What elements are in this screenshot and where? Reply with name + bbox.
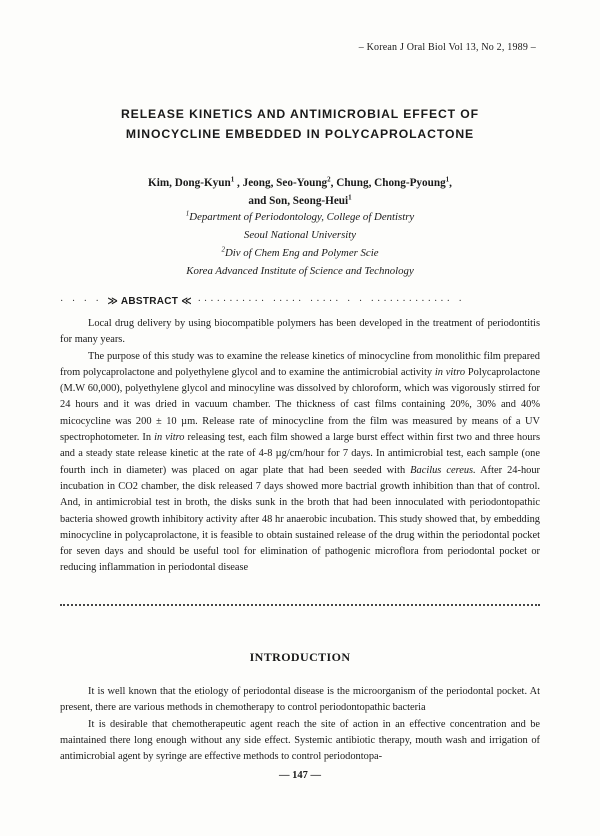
running-head: – Korean J Oral Biol Vol 13, No 2, 1989 – [358,42,536,53]
abstract-text: releasing test, each film showed a large burst effect within first two and three hours and a steady state release kinetic at the rate of 4-8 µg/cm/hour for 7 days. In antimicrobial test, each sample (one fourth inch in diameter) was placed on agar plate that had been seeded with [60,432,540,476]
affiliation-marker: 1 [185,209,190,218]
abstract-bottom-rule [60,604,540,608]
abstract-body [60,316,540,577]
author-name: Kim, Dong-Kyun [148,177,231,189]
abstract-italic: in vitro [434,366,466,378]
author-line-1: Kim, Dong-Kyun$^1$ , Jeong, Seo-Young$^2$, Chung, Chong-Pyoung$^1$, [148,175,452,189]
introduction-paragraph-2: It is desirable that chemotherapeutic agent reach the site of action in an effective concentration and be maintained there long enough without any side effect. Systemic antibiotic therapy, mouth wash and irrigation of antimicrobial agent by syringe are effective methods to control periodontopa- [60,718,540,763]
author-list [0,174,600,210]
abstract-paragraph-2 [60,349,540,577]
author-name: Chung, Chong-Pyoung [336,177,446,189]
affiliation-2-line-2: Korea Advanced Institute of Science and Technology [186,265,414,277]
affiliation-1-line-1 [0,208,600,226]
affiliation-marker: 1 [230,175,235,184]
introduction-body [60,684,540,765]
dotted-rule-left: · · · · [60,296,108,307]
affiliation-text: Department of Periodontology, College of Dentistry [189,211,415,223]
abstract-text: The purpose of this study was to examine the release kinetics of minocycline from monolithic film prepared from polycaprolactone and polyethylene glycol and to examine the antimicrobial activity [60,350,540,378]
abstract-italic: Bacilus cereus. [410,464,476,476]
affiliation-1-line-2: Seoul National University [243,229,357,241]
introduction-paragraph-1: It is well known that the etiology of periodontal disease is the microorganism of the periodontal pocket. At present, there are various methods in chemotherapy to control periodontopathic bacteria [60,686,540,714]
page-number: — 147 — [279,770,321,781]
article-title [0,104,600,144]
abstract-heading-text: ABSTRACT [120,296,179,307]
affiliation-marker: 2 [327,175,331,184]
abstract-italic: in vitro [154,432,185,444]
affiliation-marker: 1 [445,175,450,184]
abstract-text: After 24-hour incubation in CO2 chamber, the disk released 7 days showed more bactrial growth inhibition than that of control. And, in antimicrobial test in broth, the disks sunk in the broth that had been innoculated with periodontopathic bacteria showed growth inhibitory activity after 48 hr anaerobic incubation. This study showed that, by embedding minocycline in polycaprolactone, it is feasible to obtain sustained release of the drug within the periodontal pocket for seven days and should be useful tool for elimination of pathogenic microflora from periodontal pocket or reducing inflammation in periodontal disease [60,464,540,574]
section-heading-introduction: INTRODUCTION [249,650,351,664]
author-name: and Son, Seong-Heui [248,195,349,207]
abstract-text: Polycaprolactone (M.W 60,000), polyethylene glycol and minocyline was dissolved by chloroform, which was vigorously stirred for 24 hours and it was dried in vacuum chamber. The thickness of cast films containing 20%, 30% and 40% micocycline was 200 ± 10 µm. Release rate of minocycline from the film was measured by means of a UV spectrophotometer. In [60,366,540,444]
dotted-rule-right: ··········· ····· ····· · · ············· · [192,296,465,307]
affiliation-marker: 2 [221,245,225,254]
abstract-heading-rule [60,296,540,310]
affiliation-2-line-1 [0,244,600,262]
affiliations [0,208,600,280]
article-title-line-1: RELEASE KINETICS AND ANTIMICROBIAL EFFECT OF [120,107,480,121]
abstract-paragraph-1: Local drug delivery by using biocompatible polymers has been developed in the treatment of periodontitis for many years. [60,318,540,346]
affiliation-text: Div of Chem Eng and Polymer Scie [224,247,379,259]
abstract-heading: ≫ ABSTRACT ≪ [107,296,193,307]
article-title-line-2: MINOCYCLINE EMBEDDED IN POLYCAPROLACTONE [125,127,475,141]
affiliation-marker: 1 [348,193,352,202]
author-name: Jeong, Seo-Young [242,177,328,189]
